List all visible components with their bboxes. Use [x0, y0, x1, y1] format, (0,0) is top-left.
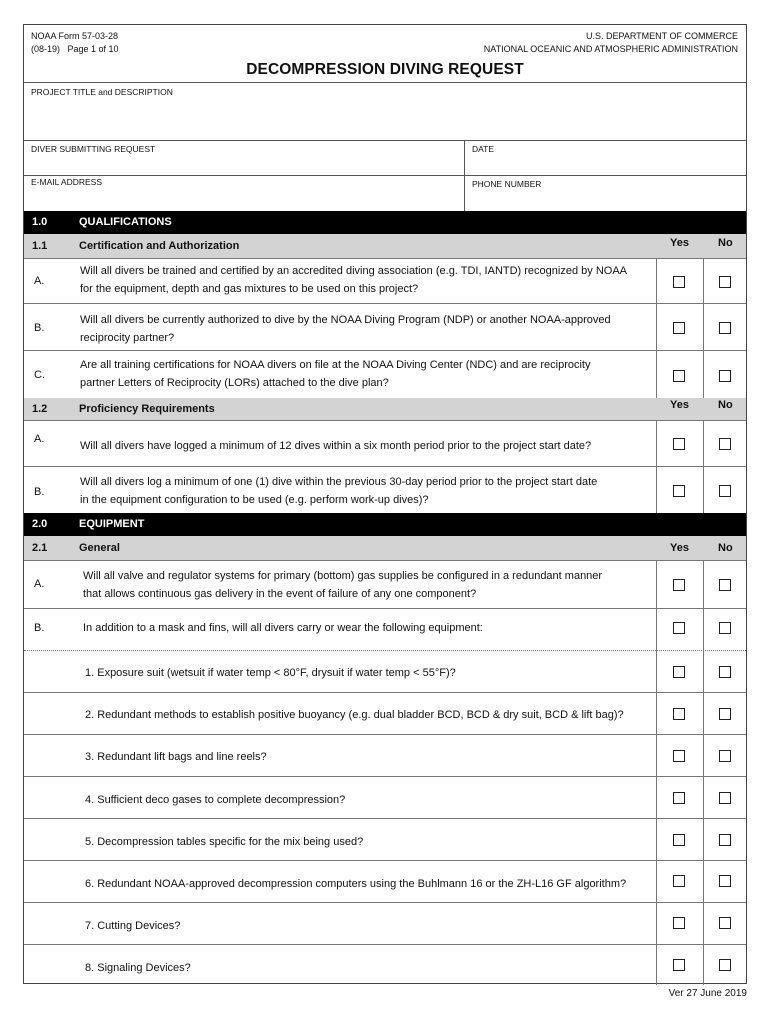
- subsection-number: 2.1: [32, 542, 48, 554]
- question-line: for the equipment, depth and gas mixtures to be used on this project?: [80, 282, 419, 295]
- subsection-number: 1.1: [32, 240, 48, 252]
- question-letter: A.: [34, 578, 45, 590]
- subsection-number: 1.2: [32, 403, 48, 415]
- equipment-row: [24, 902, 746, 945]
- equipment-row: [24, 818, 746, 861]
- question-row: [24, 303, 746, 351]
- question-text: [80, 438, 655, 456]
- question-text: [83, 620, 658, 638]
- date-field[interactable]: [466, 155, 746, 173]
- equipment-row: [24, 734, 746, 777]
- no-checkbox[interactable]: [719, 370, 731, 382]
- equipment-item: 8. Signaling Devices?: [85, 962, 191, 974]
- question-letter: B.: [34, 322, 45, 334]
- question-line: in the equipment configuration to be used (e.g. perform work-up dives)?: [80, 493, 429, 506]
- yes-checkbox[interactable]: [673, 708, 685, 720]
- equipment-item: 6. Redundant NOAA-approved decompression computers using the Buhlmann 16 or the ZH-L16 GF algorithm?: [85, 878, 627, 890]
- section-title: EQUIPMENT: [79, 518, 145, 530]
- answer-cell: [656, 945, 749, 985]
- section-number: 2.0: [32, 518, 48, 530]
- equipment-item: 1. Exposure suit (wetsuit if water temp < 80°F, drysuit if water temp < 55°F)?: [85, 667, 456, 679]
- question-line: Will all divers be trained and certified by an accredited diving association (e.g. TDI, IANTD) recognized by NOAA: [80, 265, 627, 277]
- question-text: [80, 312, 655, 347]
- yes-checkbox[interactable]: [673, 438, 685, 450]
- no-checkbox[interactable]: [719, 622, 731, 634]
- form-id: [31, 30, 119, 56]
- no-checkbox[interactable]: [719, 959, 731, 971]
- date-label: DATE: [472, 144, 495, 154]
- answer-cell: [656, 561, 749, 609]
- project-field[interactable]: [25, 97, 745, 139]
- section-equipment: [24, 513, 746, 536]
- phone-field[interactable]: [466, 191, 746, 210]
- section-qualifications: [24, 211, 746, 234]
- question-row: [24, 466, 746, 513]
- answer-cell: [656, 693, 749, 735]
- answer-cell: [656, 259, 749, 304]
- yes-header: Yes: [670, 399, 689, 411]
- answer-cell: [656, 735, 749, 777]
- answer-cell: [656, 609, 749, 651]
- yes-checkbox[interactable]: [673, 959, 685, 971]
- question-row: [24, 608, 746, 651]
- question-line: partner Letters of Reciprocity (LORs) attached to the dive plan?: [80, 376, 389, 389]
- no-header: No: [718, 542, 733, 554]
- question-line: reciprocity partner?: [80, 331, 175, 344]
- section-title: QUALIFICATIONS: [79, 216, 172, 228]
- subsection-title: Proficiency Requirements: [79, 403, 215, 415]
- no-checkbox[interactable]: [719, 438, 731, 450]
- answer-cell: [656, 903, 749, 945]
- question-line: Will all divers log a minimum of one (1) dive within the previous 30-day period prior to the project start date: [80, 476, 598, 488]
- yes-checkbox[interactable]: [673, 579, 685, 591]
- diver-field[interactable]: [25, 155, 462, 173]
- answer-cell: [656, 777, 749, 819]
- yes-checkbox[interactable]: [673, 622, 685, 634]
- question-text: [83, 568, 658, 603]
- yes-checkbox[interactable]: [673, 917, 685, 929]
- version-label: Ver 27 June 2019: [668, 988, 747, 999]
- form-number: NOAA Form 57-03-28: [31, 31, 119, 41]
- equipment-row: [24, 944, 746, 985]
- project-label: PROJECT TITLE and DESCRIPTION: [31, 87, 173, 97]
- answer-cell: [656, 421, 749, 467]
- no-checkbox[interactable]: [719, 579, 731, 591]
- yes-checkbox[interactable]: [673, 875, 685, 887]
- section-number: 1.0: [32, 216, 48, 228]
- question-row: [24, 258, 746, 304]
- form-page: [23, 24, 747, 984]
- administration-name: NATIONAL OCEANIC AND ATMOSPHERIC ADMINISTRATION: [483, 44, 738, 54]
- subsection-title: Certification and Authorization: [79, 240, 240, 252]
- equipment-item: 5. Decompression tables specific for the mix being used?: [85, 836, 364, 848]
- subsection-general: [24, 536, 746, 560]
- equipment-row: [24, 860, 746, 903]
- equipment-row: [24, 650, 746, 693]
- no-header: No: [718, 237, 733, 249]
- yes-header: Yes: [670, 542, 689, 554]
- email-label: E-MAIL ADDRESS: [31, 177, 103, 187]
- page-title: DECOMPRESSION DIVING REQUEST: [246, 61, 524, 78]
- answer-cell: [656, 467, 749, 513]
- yes-checkbox[interactable]: [673, 485, 685, 497]
- equipment-item: 3. Redundant lift bags and line reels?: [85, 751, 267, 763]
- answer-cell: [656, 651, 749, 693]
- yes-checkbox[interactable]: [673, 834, 685, 846]
- no-checkbox[interactable]: [719, 322, 731, 334]
- answer-cell: [656, 861, 749, 903]
- yes-checkbox[interactable]: [673, 276, 685, 288]
- yes-header: Yes: [670, 237, 689, 249]
- question-letter: A.: [34, 275, 45, 287]
- question-text: [80, 357, 655, 392]
- equipment-item: 4. Sufficient deco gases to complete decompression?: [85, 794, 346, 806]
- yes-checkbox[interactable]: [673, 370, 685, 382]
- answer-cell: [656, 304, 749, 351]
- yes-checkbox[interactable]: [673, 792, 685, 804]
- question-letter: A.: [34, 433, 45, 445]
- question-letter: B.: [34, 486, 45, 498]
- equipment-item: 7. Cutting Devices?: [85, 920, 181, 932]
- question-line: Are all training certifications for NOAA divers on file at the NOAA Diving Center (NDC) and are reciprocity: [80, 359, 591, 371]
- yes-checkbox[interactable]: [673, 750, 685, 762]
- subsection-proficiency: [24, 398, 746, 420]
- no-checkbox[interactable]: [719, 750, 731, 762]
- no-checkbox[interactable]: [719, 792, 731, 804]
- no-checkbox[interactable]: [719, 834, 731, 846]
- equipment-item: 2. Redundant methods to establish positive buoyancy (e.g. dual bladder BCD, BCD & dry suit, BCD & lift bag)?: [85, 709, 624, 721]
- question-line: Will all valve and regulator systems for primary (bottom) gas supplies be configured in a redundant manner: [83, 570, 603, 582]
- subsection-title: General: [79, 542, 120, 554]
- subsection-certification: [24, 234, 746, 258]
- no-checkbox[interactable]: [719, 917, 731, 929]
- question-line: Will all divers have logged a minimum of 12 dives within a six month period prior to the project start date?: [80, 440, 592, 452]
- email-field[interactable]: [25, 188, 462, 210]
- question-text: [80, 474, 655, 509]
- diver-label: DIVER SUBMITTING REQUEST: [31, 144, 156, 154]
- question-row: [24, 350, 746, 399]
- no-checkbox[interactable]: [719, 875, 731, 887]
- agency: [484, 30, 738, 56]
- no-checkbox[interactable]: [719, 666, 731, 678]
- question-line: In addition to a mask and fins, will all divers carry or wear the following equipment:: [83, 622, 483, 634]
- phone-label: PHONE NUMBER: [472, 179, 542, 189]
- question-line: that allows continuous gas delivery in the event of failure of any one component?: [83, 587, 477, 600]
- question-row: [24, 420, 746, 467]
- question-line: Will all divers be currently authorized to dive by the NOAA Diving Program (NDP) or another NOAA-approved: [80, 314, 611, 326]
- yes-checkbox[interactable]: [673, 666, 685, 678]
- question-letter: B.: [34, 622, 45, 634]
- answer-cell: [656, 351, 749, 399]
- no-checkbox[interactable]: [719, 276, 731, 288]
- equipment-row: [24, 776, 746, 819]
- department-name: U.S. DEPARTMENT OF COMMERCE: [585, 31, 738, 41]
- yes-checkbox[interactable]: [673, 322, 685, 334]
- equipment-row: [24, 692, 746, 735]
- question-row: [24, 560, 746, 609]
- no-header: No: [718, 399, 733, 411]
- form-revision: (08-19) Page 1 of 10: [31, 44, 119, 54]
- question-text: [80, 263, 655, 298]
- answer-cell: [656, 819, 749, 861]
- no-checkbox[interactable]: [719, 708, 731, 720]
- question-letter: C.: [34, 369, 45, 381]
- no-checkbox[interactable]: [719, 485, 731, 497]
